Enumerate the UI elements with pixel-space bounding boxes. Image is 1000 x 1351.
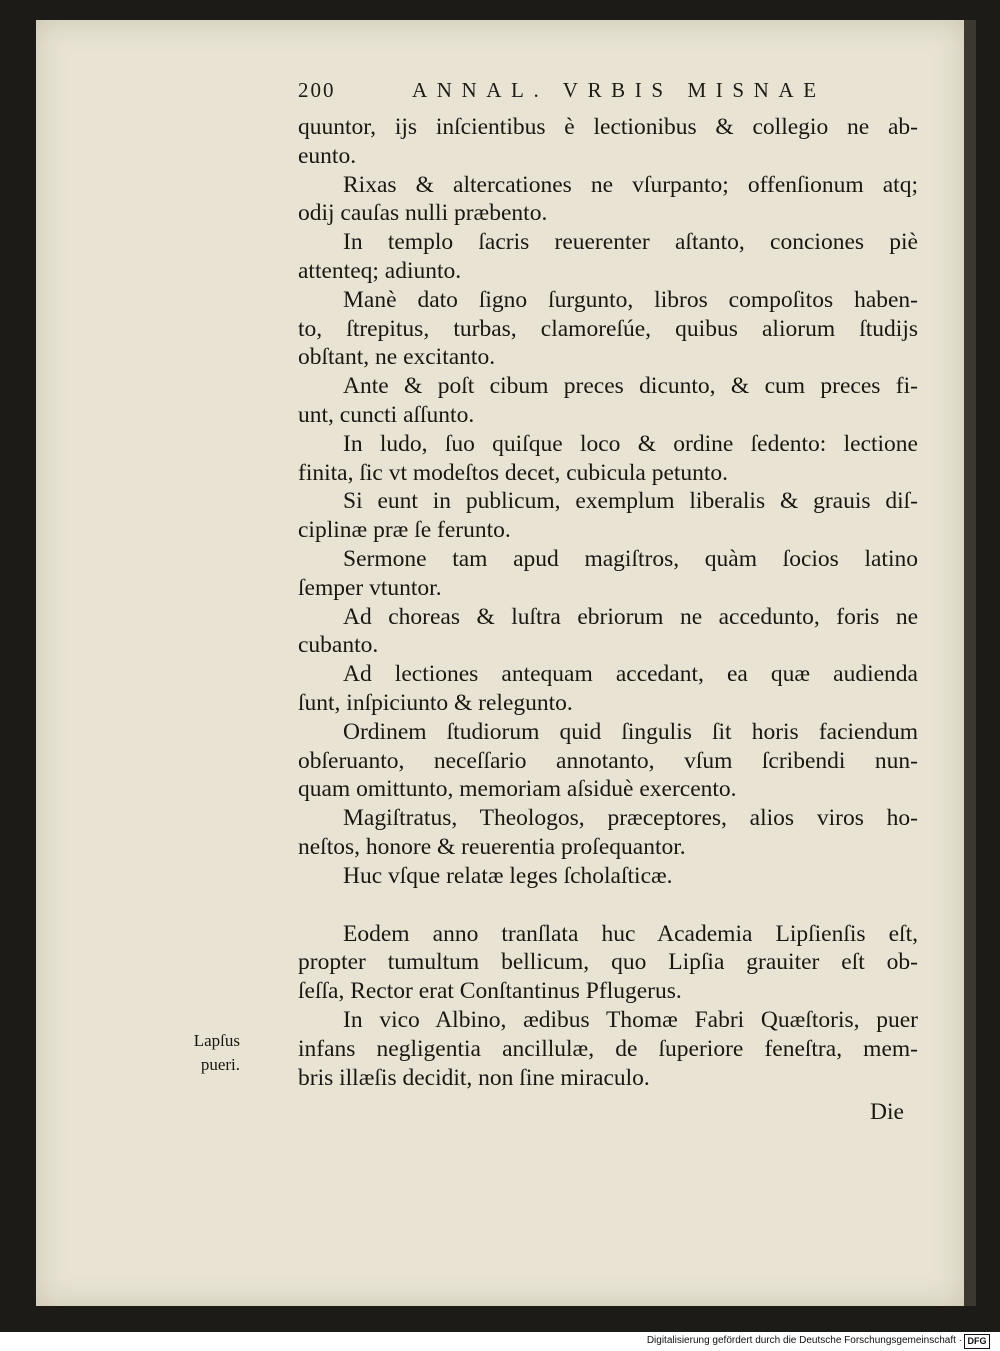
text-line: Ad lectiones antequam accedant, ea quæ audienda	[343, 661, 918, 688]
text-line: ſunt, inſpiciunto & relegunto.	[298, 689, 573, 716]
marginal-note	[160, 1029, 240, 1077]
text-line: Si eunt in publicum, exemplum liberalis & grauis diſ-	[343, 488, 918, 515]
text-line: Eodem anno tranſlata huc Academia Lipſienſis eſt,	[343, 920, 918, 947]
text-line: ciplinæ præ ſe ferunto.	[298, 517, 511, 544]
text-line: eunto.	[298, 142, 357, 169]
text-line: Ordinem ſtudiorum quid ſingulis ſit horis faciendum	[343, 718, 918, 745]
text-line: finita, ſic vt modeſtos decet, cubicula petunto.	[298, 459, 729, 486]
marginal-note-line: Lapſus	[193, 1031, 240, 1050]
dfg-logo: DFG	[964, 1334, 990, 1349]
text-line: quam omittunto, memoriam aſsiduè exercento.	[298, 776, 737, 803]
text-line: Ante & poſt cibum preces dicunto, & cum preces fi-	[343, 373, 918, 400]
text-line: ſeſſa, Rector erat Conſtantinus Pflugerus.	[298, 978, 682, 1005]
text-line: infans negligentia ancillulæ, de ſuperiore feneſtra, mem-	[298, 1035, 918, 1062]
text-line: to, ſtrepitus, turbas, clamoreſúe, quibus aliorum ſtudijs	[298, 315, 918, 342]
text-line: Huc vſque relatæ leges ſcholaſticæ.	[343, 862, 673, 889]
text-line: odij cauſas nulli præbento.	[298, 200, 548, 227]
page-header	[298, 78, 858, 104]
page-number: 200	[298, 78, 336, 102]
text-line: In vico Albino, ædibus Thomæ Fabri Quæſtoris, puer	[343, 1006, 918, 1033]
digitization-credit: Digitalisierung gefördert durch die Deutsche Forschungsgemeinschaft ·	[646, 1335, 962, 1346]
text-line: Rixas & altercationes ne vſurpanto; offenſionum atq;	[343, 171, 918, 198]
text-line: Ad choreas & luſtra ebriorum ne accedunto, foris ne	[343, 603, 918, 630]
marginal-note-line: pueri.	[200, 1055, 240, 1074]
text-line: attenteq; adiunto.	[298, 257, 462, 284]
body-text	[298, 113, 918, 1092]
paragraph-gap	[298, 891, 918, 920]
page-edge	[964, 20, 976, 1306]
text-line: quuntor, ijs inſcientibus è lectionibus & collegio ne ab-	[298, 114, 918, 140]
running-title: ANNAL. VRBIS MISNAE	[412, 78, 826, 102]
text-line: In templo ſacris reuerenter aſtanto, conciones piè	[343, 229, 918, 256]
text-line: obſeruanto, neceſſario annotanto, vſum ſcribendi nun-	[298, 747, 918, 774]
text-line: ſemper vtuntor.	[298, 574, 442, 601]
catchword: Die	[870, 1099, 904, 1125]
text-line: In ludo, ſuo quiſque loco & ordine ſedento: lectione	[343, 430, 918, 457]
text-line: unt, cuncti aſſunto.	[298, 401, 475, 428]
text-line: cubanto.	[298, 632, 379, 659]
text-line: obſtant, ne excitanto.	[298, 344, 496, 371]
text-line: Magiſtratus, Theologos, præceptores, alios viros ho-	[343, 805, 918, 832]
text-line: bris illæſis decidit, non ſine miraculo.	[298, 1064, 650, 1091]
text-line: neſtos, honore & reuerentia proſequantor.	[298, 833, 686, 860]
text-line: Manè dato ſigno ſurgunto, libros compoſitos haben-	[343, 286, 918, 313]
text-line: propter tumultum bellicum, quo Lipſia grauiter eſt ob-	[298, 949, 918, 976]
text-line: Sermone tam apud magiſtros, quàm ſocios latino	[343, 545, 918, 572]
